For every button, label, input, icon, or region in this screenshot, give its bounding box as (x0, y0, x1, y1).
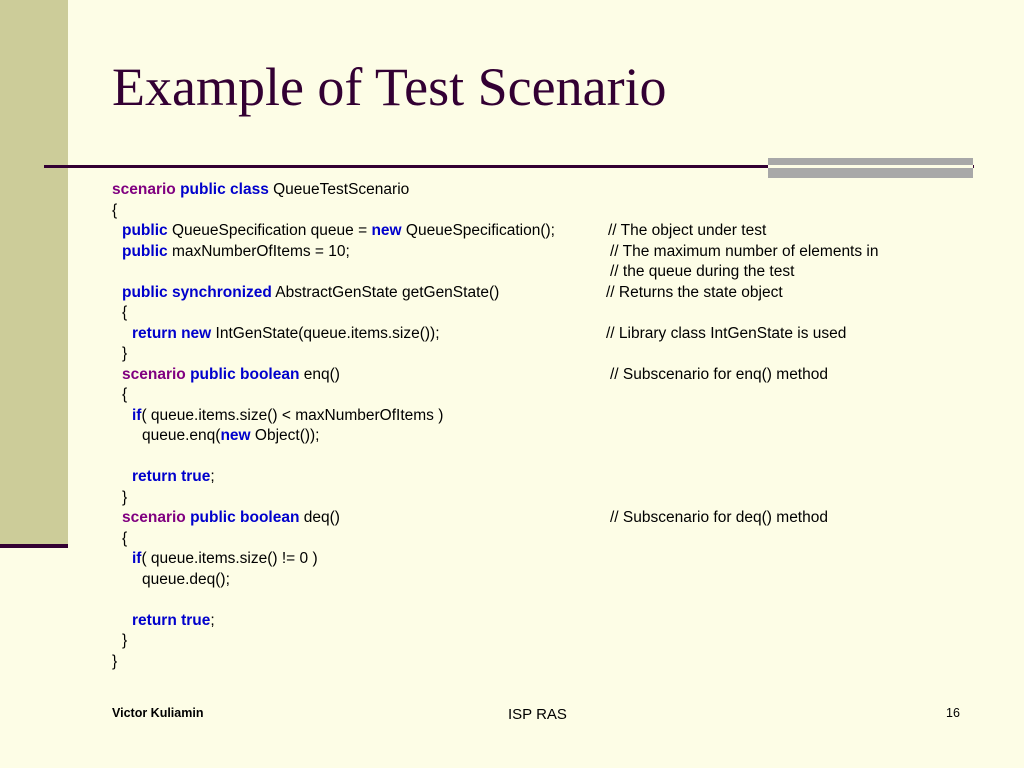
code-scenario-keyword: scenario (112, 181, 176, 198)
code-line (0, 385, 1024, 406)
code-listing (0, 180, 1024, 672)
code-token: queue.deq(); (142, 570, 230, 588)
code-text (112, 180, 409, 201)
code-keyword: public (122, 222, 168, 239)
code-line (0, 549, 1024, 570)
footer-organization: ISP RAS (508, 706, 567, 723)
code-keyword: public boolean (190, 365, 300, 383)
code-line (0, 652, 1024, 673)
code-token: } (122, 632, 128, 649)
code-scenario-keyword: scenario (122, 509, 186, 526)
code-token: { (122, 529, 128, 547)
code-token: } (112, 652, 118, 670)
code-text (142, 426, 320, 447)
code-line (0, 242, 1024, 263)
code-token: QueueSpecification(); (401, 222, 555, 239)
code-token: queue.enq( (142, 427, 221, 444)
code-token: Object()); (250, 427, 320, 444)
code-line (0, 570, 1024, 591)
code-text (142, 570, 230, 591)
code-line (0, 631, 1024, 652)
code-comment: // The maximum number of elements in (610, 242, 879, 260)
code-keyword: public synchronized (122, 283, 272, 301)
code-keyword: new (371, 222, 402, 239)
code-line (0, 365, 1024, 386)
code-line (0, 508, 1024, 529)
code-comment: // The object under test (608, 222, 767, 239)
code-token: } (122, 488, 128, 506)
code-text (122, 344, 127, 365)
code-token: deq() (299, 509, 340, 526)
code-token: ( queue.items.size() < maxNumberOfItems ) (141, 406, 444, 424)
code-token: { (122, 304, 128, 321)
code-text (112, 652, 117, 673)
code-keyword: public class (180, 181, 269, 198)
code-comment: // Subscenario for deq() method (610, 509, 828, 526)
code-keyword: if (132, 550, 142, 567)
code-keyword: new (220, 427, 251, 444)
footer-author: Victor Kuliamin (112, 706, 204, 720)
code-text (122, 508, 340, 529)
code-line (0, 447, 1024, 468)
code-text (122, 529, 127, 550)
code-token: IntGenState(queue.items.size()); (211, 324, 440, 342)
code-text (122, 365, 340, 386)
code-text (132, 549, 318, 570)
code-line (0, 221, 1024, 242)
code-line (0, 180, 1024, 201)
code-scenario-keyword: scenario (122, 365, 186, 383)
code-text (132, 406, 443, 427)
code-text (122, 242, 350, 263)
code-text (132, 324, 440, 345)
code-line (0, 529, 1024, 550)
code-text (132, 467, 215, 488)
code-line (0, 488, 1024, 509)
code-keyword: public (122, 242, 168, 260)
code-line (0, 283, 1024, 304)
code-text (132, 611, 215, 632)
code-comment: // Returns the state object (606, 283, 783, 301)
code-token: { (112, 201, 118, 219)
code-text (122, 283, 499, 304)
code-token: ( queue.items.size() != 0 ) (141, 550, 318, 567)
code-line (0, 467, 1024, 488)
code-comment: // Subscenario for enq() method (610, 365, 828, 383)
code-token: maxNumberOfItems = 10; (167, 242, 350, 260)
code-line (0, 262, 1024, 283)
code-line (0, 590, 1024, 611)
slide-title: Example of Test Scenario (112, 57, 667, 117)
code-line (0, 611, 1024, 632)
code-line (0, 324, 1024, 345)
code-text (122, 385, 127, 406)
code-token: QueueSpecification queue = (167, 222, 372, 239)
code-line (0, 303, 1024, 324)
code-keyword: return true (132, 611, 211, 629)
code-keyword: return new (132, 324, 212, 342)
code-token: enq() (299, 365, 340, 383)
code-token: { (122, 386, 128, 403)
code-token: QueueTestScenario (268, 181, 410, 198)
code-token: ; (210, 468, 215, 485)
code-text (122, 631, 127, 652)
code-text (122, 488, 127, 509)
code-keyword: return true (132, 468, 211, 485)
code-line (0, 426, 1024, 447)
footer-page-number: 16 (946, 706, 960, 720)
code-token: } (122, 345, 128, 362)
title-accent-bar (768, 158, 973, 178)
code-token: AbstractGenState getGenState() (271, 283, 500, 301)
code-comment: // the queue during the test (610, 263, 795, 280)
code-comment: // Library class IntGenState is used (606, 324, 847, 342)
code-text (122, 221, 555, 242)
code-token: ; (210, 611, 215, 629)
code-keyword: if (132, 406, 142, 424)
code-keyword: public boolean (190, 509, 300, 526)
code-line (0, 201, 1024, 222)
code-line (0, 344, 1024, 365)
code-line (0, 406, 1024, 427)
code-text (112, 201, 117, 222)
code-text (122, 303, 127, 324)
